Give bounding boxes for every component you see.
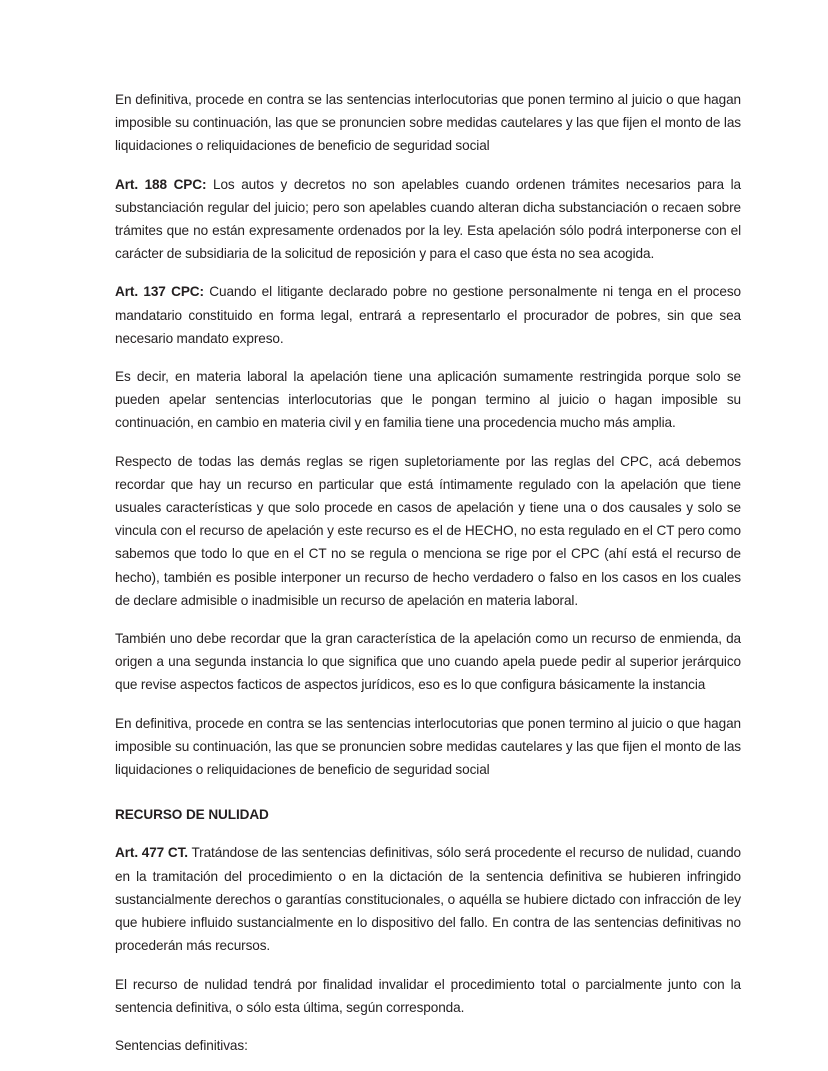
paragraph-text: Los autos y decretos no son apelables cuando ordenen trámites necesarios para la substanciación regular del juicio; pero son apelables cuando alteran dicha substanciación o recaen sobre trámites que no están expresamente ordenados por la ley. Esta apelación sólo podrá interponerse con el carácter de subsidiaria de la solicitud de reposición y para el caso que ésta no sea acogida. <box>115 176 741 262</box>
section-heading-recurso-de-nulidad: RECURSO DE NULIDAD <box>115 807 269 823</box>
paragraph-recurso-de-hecho <box>115 450 741 612</box>
paragraph-text: Sentencias definitivas: <box>115 1037 248 1053</box>
paragraph-sentencias-definitivas-label <box>115 1034 741 1057</box>
article-label-art-477-ct: Art. 477 CT. <box>115 845 188 861</box>
paragraph-art-137-cpc <box>115 280 741 350</box>
paragraph-finalidad-nulidad <box>115 973 741 1019</box>
paragraph-art-477-ct <box>115 841 741 957</box>
paragraph-text: Respecto de todas las demás reglas se rigen supletoriamente por las reglas del CPC, acá debemos recordar que hay un recurso en particular que está íntimamente regulado con la apelación que tiene usuales características y que solo procede en casos de apelación y tiene una o dos causales y solo se vincula con el recurso de apelación y este recurso es el de HECHO, no esta regulado en el CT pero como sabemos que todo lo que en el CT no se regula o menciona se rige por el CPC (ahí está el recurso de hecho), también es posible interponer un recurso de hecho verdadero o falso en los casos en los cuales de declare admisible o inadmisible un recurso de apelación en materia laboral. <box>115 453 741 608</box>
paragraph-art-188-cpc <box>115 173 741 266</box>
paragraph-text: En definitiva, procede en contra se las sentencias interlocutorias que ponen termino al juicio o que hagan imposible su continuación, las que se pronuncien sobre medidas cautelares y las que fijen el monto de las liquidaciones o reliquidaciones de beneficio de seguridad social <box>115 715 741 778</box>
heading-spacer <box>115 796 741 803</box>
paragraph-segunda-instancia <box>115 627 741 697</box>
paragraph-text: El recurso de nulidad tendrá por finalidad invalidar el procedimiento total o parcialmente junto con la sentencia definitiva, o sólo esta última, según corresponda. <box>115 976 741 1015</box>
paragraph-text: También uno debe recordar que la gran característica de la apelación como un recurso de enmienda, da origen a una segunda instancia lo que significa que uno cuando apela puede pedir al superior jerárquico que revise aspectos facticos de aspectos jurídicos, eso es lo que configura básicamente la instancia <box>115 631 741 693</box>
paragraph-apelacion-definitiva-2 <box>115 712 741 782</box>
document-body <box>115 88 741 1071</box>
paragraph-text: Es decir, en materia laboral la apelación tiene una aplicación sumamente restringida porque solo se pueden apelar sentencias interlocutorias que le pongan termino al juicio o hagan imposible su continuación, en cambio en materia civil y en familia tiene una procedencia mucho más amplia. <box>115 369 741 431</box>
paragraph-materia-laboral <box>115 365 741 435</box>
paragraph-text: En definitiva, procede en contra se las sentencias interlocutorias que ponen termino al juicio o que hagan imposible su continuación, las que se pronuncien sobre medidas cautelares y las que fijen el monto de las liquidaciones o reliquidaciones de beneficio de seguridad social <box>115 92 741 154</box>
article-label-art-137-cpc: Art. 137 CPC: <box>115 284 204 300</box>
article-label-art-188-cpc: Art. 188 CPC: <box>115 176 207 192</box>
paragraph-apelacion-definitiva-1 <box>115 88 741 158</box>
paragraph-text: Cuando el litigante declarado pobre no gestione personalmente ni tenga en el proceso mandatario constituido en forma legal, entrará a representarlo el procurador de pobres, sin que sea necesario mandato expreso. <box>115 284 741 346</box>
paragraph-text: Tratándose de las sentencias definitivas, sólo será procedente el recurso de nulidad, cuando en la tramitación del procedimiento o en la dictación de la sentencia definitiva se hubieren infringido sustancialmente derechos o garantías constitucionales, o aquélla se hubiere dictado con infracción de ley que hubiere influido sustancialmente en lo dispositivo del fallo. En contra de las sentencias definitivas no procederán más recursos. <box>115 845 741 954</box>
